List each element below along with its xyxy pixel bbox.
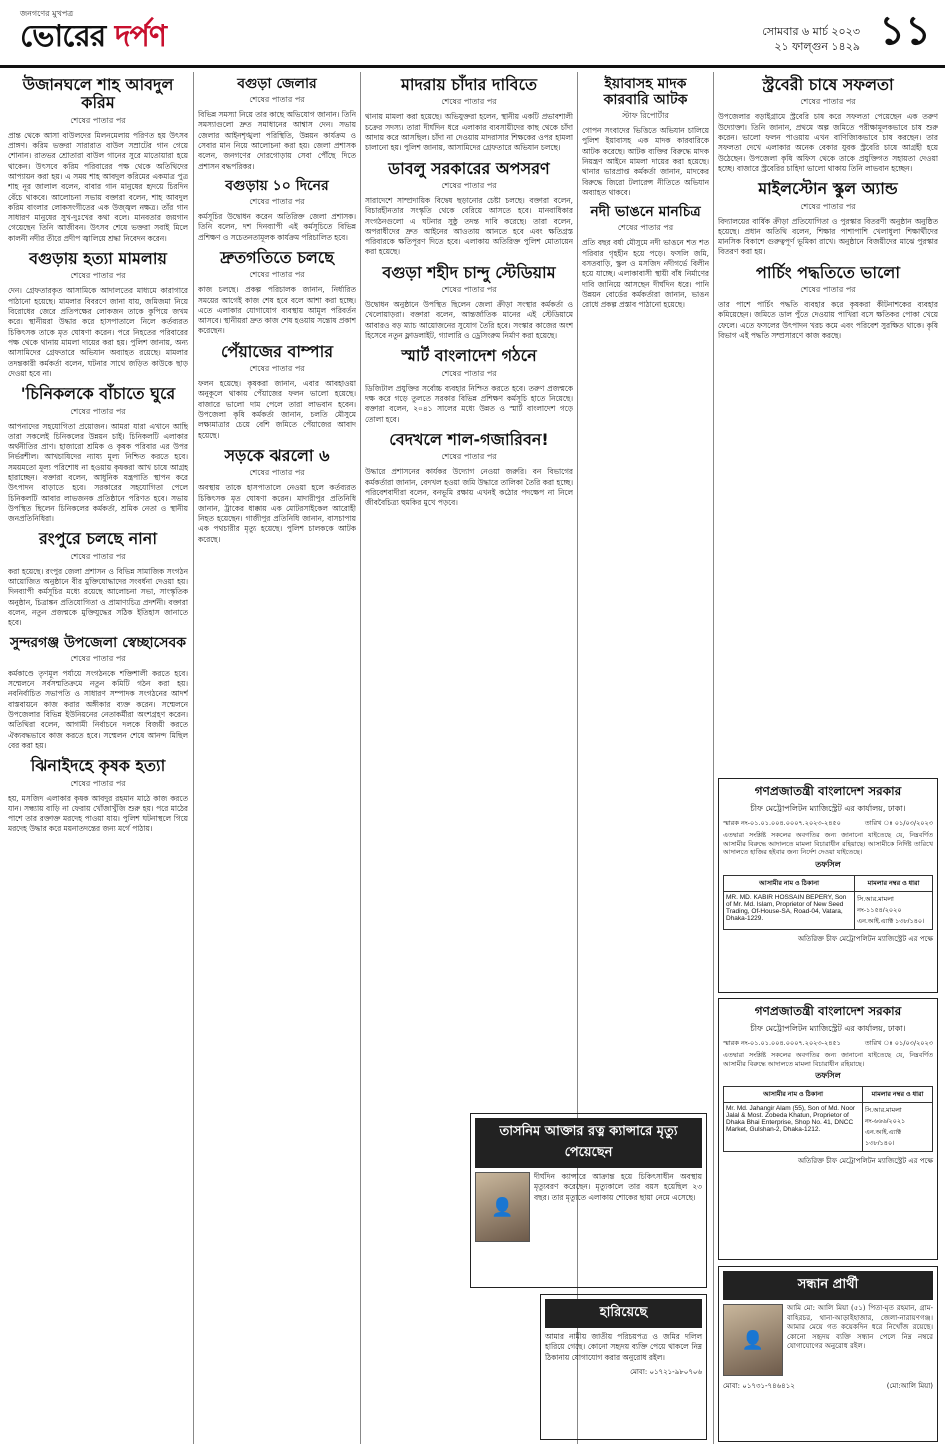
continuation-note: শেষের পাতার পর <box>441 368 497 378</box>
article <box>365 431 573 509</box>
page-number: ১১ <box>879 8 931 54</box>
article <box>365 76 573 154</box>
column-rule <box>713 72 714 1444</box>
headline[interactable]: সুন্দরগঞ্জ উপজেলা স্বেচ্ছাসেবক <box>9 634 187 651</box>
article <box>198 447 356 545</box>
court-notice-table <box>723 875 933 930</box>
headline[interactable]: ডাবলু সরকারের অপসরণ <box>388 158 550 178</box>
court-notice-1 <box>718 778 938 993</box>
court-notice-2 <box>718 998 938 1260</box>
article <box>8 757 188 835</box>
missing-person-title: সন্ধান প্রার্থী <box>723 1271 933 1300</box>
headline[interactable]: স্মার্ট বাংলাদেশ গঠনে <box>401 346 537 366</box>
article-body: সারাদেশে সাম্প্রদায়িক বিদ্বেষ ছড়ানোর চেষ্টা চলছে। বক্তারা বলেন, বিচারহীনতার সংস্কৃতি থেকে বেরিয়ে আসতে হবে। মানবাধিকার সংগঠনগুলো এ ঘটনার সুষ্ঠু তদন্ত দাবি করেছে। তারা বলেন, অপরাধীদের দ্রুত আইনের আওতায় আনতে হবে এবং ক্ষতিগ্রস্ত পরিবারকে ক্ষতিপূরণ দিতে হবে। এলাকায় অতিরিক্ত পুলিশ মোতায়েন করা হয়েছে। <box>365 195 573 257</box>
article-body: উদ্ধারে প্রশাসনের কার্যকর উদ্যোগ নেওয়া জরুরি। বন বিভাগের কর্মকর্তারা জানান, বেদখল হওয়া জমি উদ্ধারে তালিকা তৈরি করা হচ্ছে। পরিবেশবাদীরা বলেন, বনভূমি রক্ষায় এখনই কঠোর পদক্ষেপ না নিলে জীববৈচিত্র্য হুমকির মুখে পড়বে। <box>365 467 573 508</box>
continuation-note: শেষের পাতার পর <box>249 270 305 280</box>
court-notice-footer: অতিরিক্ত চীফ মেট্রোপলিটন ম্যাজিস্ট্রেট এর পক্ষে <box>797 1157 933 1165</box>
headline[interactable]: দ্রুতগতিতে চলছে <box>220 247 334 267</box>
court-notice-body: এতদ্বারা সংশ্লিষ্ট সকলের অবগতির জন্য জানানো যাইতেছে যে, নিম্নবর্ণিত আসামীর বিরুদ্ধে আদালতে মামলা বিচারাধীন রহিয়াছে। আসামীকে নির্দিষ্ট তারিখে আদালতে হাজির হইবার জন্য নির্দেশ দেওয়া যাইতেছে। <box>723 831 933 856</box>
column-2 <box>198 72 356 1444</box>
continuation-note: শেষের পাতার পর <box>800 201 856 211</box>
article <box>8 250 188 379</box>
article <box>8 635 188 751</box>
table-cell: সি.আর.মামলা নং-৬৬৬/২০২১ এন.আই.এ্যাক্ট ১৩৮/১৪০। <box>863 1103 933 1152</box>
court-notice-ref: স্মারক নং-০১.০১.০০৪.০০০৭.২০২৩-২৪৫১ <box>723 1039 841 1047</box>
missing-person-box <box>718 1266 938 1442</box>
newspaper-brand <box>20 8 166 53</box>
court-notice-table <box>723 1086 933 1152</box>
article-body: করা হয়েছে। রংপুর জেলা প্রশাসন ও বিভিন্ন সামাজিক সংগঠন আয়োজিত অনুষ্ঠানে বীর মুক্তিযোদ্ধাদের সংবর্ধনা দেওয়া হয়। দিনব্যাপী কর্মসূচির মধ্যে রয়েছে আলোচনা সভা, সাংস্কৃতিক অনুষ্ঠান, চিত্রাঙ্কন প্রতিযোগিতা ও প্রামাণ্যচিত্র প্রদর্শনী। বক্তারা বলেন, নতুন প্রজন্মকে মুক্তিযুদ্ধের সঠিক ইতিহাস জানাতে হবে। <box>8 566 188 628</box>
article <box>582 204 709 310</box>
headline[interactable]: পার্চিং পদ্ধতিতে ভালো <box>756 262 900 282</box>
article <box>718 264 938 342</box>
continuation-note: শেষের পাতার পর <box>441 285 497 295</box>
column-5 <box>718 72 938 772</box>
continuation-note: শেষের পাতার পর <box>70 406 126 416</box>
obituary-title: তাসনিম আক্তার রত্ন ক্যান্সারে মৃত্যু পেয়েছেন <box>475 1118 702 1168</box>
date-gregorian: সোমবার ৬ মার্চ ২০২৩ <box>762 25 860 38</box>
lost-notice-body: আমার নামীয় জাতীয় পরিচয়পত্র ও জমির দলিল হারিয়ে গেছে। কোনো সহৃদয় ব্যক্তি পেয়ে থাকলে নিম্ন ঠিকানায় যোগাযোগ করার অনুরোধ রইল। <box>545 1332 702 1362</box>
court-notice-date: তারিখ ঃ ০১/০৩/২০২৩ <box>864 1039 933 1047</box>
court-notice-subtitle: চীফ মেট্রোপলিটন ম্যাজিস্ট্রেট এর কার্যালয়, ঢাকা। <box>750 1024 906 1033</box>
continuation-note: শেষের পাতার পর <box>249 364 305 374</box>
brand-tagline: জনগণের মুখপত্র <box>20 9 74 18</box>
table-header: মামলার নম্বর ও ধারা <box>863 1087 933 1103</box>
court-notice-body: এতদ্বারা সংশ্লিষ্ট সকলের অবগতির জন্য জানানো যাইতেছে যে, নিম্নবর্ণিত আসামীর বিরুদ্ধে আদালতে মামলা বিচারাধীন রহিয়াছে। <box>723 1051 933 1068</box>
article-body: প্রতি বছর বর্ষা মৌসুমে নদী ভাঙনে শত শত পরিবার গৃহহীন হয়ে পড়ে। ফসলি জমি, বসতবাড়ি, স্কুল ও মসজিদ নদীগর্ভে বিলীন হয়ে যাচ্ছে। এলাকাবাসী স্থায়ী বাঁধ নির্মাণের দাবি জানিয়ে আসছেন দীর্ঘদিন ধরে। পানি উন্নয়ন বোর্ডের কর্মকর্তারা জানান, ভাঙন রোধে প্রকল্প প্রস্তাব পাঠানো হয়েছে। <box>582 238 709 310</box>
headline[interactable]: বগুড়ায় ১০ দিনের <box>225 177 329 194</box>
column-rule <box>193 72 194 1444</box>
article-body: কাজ চলছে। প্রকল্প পরিচালক জানান, নির্ধারিত সময়ের আগেই কাজ শেষ হবে বলে আশা করা হচ্ছে। এতে এলাকার যোগাযোগ ব্যবস্থায় আমূল পরিবর্তন আসবে। স্থানীয়রা দ্রুত কাজ শেষ হওয়ায় সন্তোষ প্রকাশ করেছেন। <box>198 285 356 336</box>
article <box>365 160 573 258</box>
court-notice-date: তারিখ ঃ ০১/০৩/২০২৩ <box>864 819 933 827</box>
headline[interactable]: ইয়াবাসহ মাদক কারবারি আটক <box>603 76 688 109</box>
headline[interactable]: মাদরায় চাঁদার দাবিতে <box>400 75 538 94</box>
continuation-note: শেষের পাতার পর <box>70 551 126 561</box>
continuation-note: শেষের পাতার পর <box>70 115 126 125</box>
article <box>365 264 573 342</box>
article-body: তার পাশে পার্চিং পদ্ধতি ব্যবহার করে কৃষকরা কীটনাশকের ব্যবহার কমিয়েছেন। জমিতে ডাল পুঁতে দেওয়ায় পাখিরা বসে ক্ষতিকর পোকা খেয়ে ফেলে। এতে ফসলের উৎপাদন খরচ কমে এবং পরিবেশ সুরক্ষিত থাকে। কৃষি বিভাগ এই পদ্ধতি সম্প্রসারণে কাজ করছে। <box>718 300 938 341</box>
headline[interactable]: স্ট্রবেরী চাষে সফলতা <box>762 75 894 94</box>
masthead <box>0 0 945 68</box>
article-body: দেন। গ্রেফতারকৃত আসামিকে আদালতের মাধ্যমে কারাগারে পাঠানো হয়েছে। মামলার বিবরণে জানা যায়, জমিজমা নিয়ে বিরোধের জেরে প্রতিপক্ষের লোকজন তাকে কুপিয়ে জখম করে। স্থানীয়রা উদ্ধার করে হাসপাতালে নিলে কর্তব্যরত চিকিৎসক তাকে মৃত ঘোষণা করেন। পরে নিহতের পরিবারের পক্ষ থেকে থানায় মামলা দায়ের করা হয়। পুলিশ জানায়, অন্য আসামিদের গ্রেফতারে অভিযান অব্যাহত রয়েছে। মামলার তদন্তকারী কর্মকর্তা বলেন, ঘটনার সাথে জড়িত কাউকে ছাড় দেওয়া হবে না। <box>8 286 188 378</box>
article-body: থানায় মামলা করা হয়েছে। অভিযুক্তরা হলেন, স্থানীয় একটি প্রভাবশালী চক্রের সদস্য। তারা দীর্ঘদিন ধরে এলাকার ব্যবসায়ীদের কাছ থেকে চাঁদা আদায় করে আসছিল। চাঁদা না দেওয়ায় মাদরাসার শিক্ষকের ওপর হামলা চালানো হয়। পুলিশ জানায়, আসামিদের গ্রেফতারে অভিযান চলছে। <box>365 112 573 153</box>
byline: স্টাফ রিপোর্টার <box>622 111 669 121</box>
continuation-note: শেষের পাতার পর <box>441 97 497 107</box>
headline[interactable]: 'চিনিকলকে বাঁচাতে ঘুরে <box>20 384 176 404</box>
name-part-1: ভোরের <box>20 19 115 54</box>
court-notice-subtitle: চীফ মেট্রোপলিটন ম্যাজিস্ট্রেট এর কার্যালয়, ঢাকা। <box>750 804 906 813</box>
headline[interactable]: ঝিনাইদহে কৃষক হত্যা <box>30 756 166 776</box>
article-body: হয়, মসজিদ এলাকার কৃষক আবদুর রহমান মাঠে কাজ করতে যান। সন্ধ্যায় বাড়ি না ফেরায় খোঁজাখুঁজি শুরু হয়। পরে মাঠের পাশে তার রক্তাক্ত মরদেহ পাওয়া যায়। পুলিশ ঘটনাস্থলে গিয়ে মরদেহ উদ্ধার করে ময়নাতদন্তের জন্য মর্গে পাঠায়। <box>8 793 188 834</box>
headline[interactable]: সড়কে ঝরলো ৬ <box>224 445 330 465</box>
issue-dates <box>762 24 860 54</box>
continuation-note: শেষের পাতার পর <box>249 468 305 478</box>
article-body: আপনাদের সহযোগিতা প্রয়োজন। আমরা যারা এখানে আছি তারা সকলেই চিনিকলের উন্নয়ন চাই। চিনিকলটি এলাকার অর্থনীতির প্রাণ। হাজারো শ্রমিক ও কৃষক পরিবার এর উপর নির্ভরশীল। আখচাষিদের ন্যায্য মূল্য নিশ্চিত করতে হবে। সময়মতো মূল্য পরিশোধ না হওয়ায় কৃষকরা আখ চাষে আগ্রহ হারাচ্ছেন। বক্তারা বলেন, আধুনিক যন্ত্রপাতি স্থাপন করে উৎপাদন বাড়াতে হবে। সরকারের সহযোগিতা পেলে চিনিকলটি আবার লাভজনক প্রতিষ্ঠানে পরিণত হবে। সভায় উপস্থিত ছিলেন চিনিকলের কর্মকর্তা, শ্রমিক নেতা ও স্থানীয় জনপ্রতিনিধিরা। <box>8 421 188 524</box>
newspaper-name <box>20 21 166 53</box>
article-body: উদ্বোধন অনুষ্ঠানে উপস্থিত ছিলেন জেলা ক্রীড়া সংস্থার কর্মকর্তা ও খেলোয়াড়রা। বক্তারা বলেন, আন্তর্জাতিক মানের এই স্টেডিয়ামে আবারও বড় ম্যাচ আয়োজনের সুযোগ তৈরি হবে। সংস্কার কাজের অংশ হিসেবে নতুন ফ্লাডলাইট, গ্যালারি ও ড্রেসিংরুম নির্মাণ করা হয়েছে। <box>365 300 573 341</box>
continuation-note: শেষের পাতার পর <box>70 778 126 788</box>
signature: (মো:আলি মিয়া) <box>886 1382 933 1390</box>
court-notice-footer: অতিরিক্ত চীফ মেট্রোপলিটন ম্যাজিস্ট্রেট এর পক্ষে <box>797 934 933 943</box>
continuation-note: শেষের পাতার পর <box>249 95 305 105</box>
contact-phone: মোবা: ০১৭৩১-৭৪৬৪১২ <box>723 1382 795 1390</box>
continuation-note: শেষের পাতার পর <box>70 653 126 663</box>
date-bengali: ২১ ফাল্গুন ১৪২৯ <box>774 40 860 53</box>
person-photo: 👤 <box>723 1304 783 1376</box>
headline[interactable]: বগুড়া জেলার <box>237 76 317 92</box>
name-part-2: দর্পণ <box>114 19 166 54</box>
court-notice-title: গণপ্রজাতন্ত্রী বাংলাদেশ সরকার <box>754 1004 902 1018</box>
continuation-note: শেষের পাতার পর <box>800 285 856 295</box>
article <box>582 76 709 198</box>
article-body: ডিজিটাল প্রযুক্তির সর্বোচ্চ ব্যবহার নিশ্চিত করতে হবে। তরুণ প্রজন্মকে দক্ষ করে গড়ে তুলতে সরকার বিভিন্ন প্রশিক্ষণ কর্মসূচি হাতে নিয়েছে। বক্তারা বলেন, ২০৪১ সালের মধ্যে উন্নত ও স্মার্ট বাংলাদেশ গড়ে তোলা হবে। <box>365 383 573 424</box>
obituary-body: দীর্ঘদিন ক্যান্সারে আক্রান্ত হয়ে চিকিৎসাধীন অবস্থায় মৃত্যুবরণ করেছেন। মৃত্যুকালে তার বয়স হয়েছিল ২৩ বছর। তার মৃত্যুতে এলাকায় শোকের ছায়া নেমে এসেছে। <box>534 1172 702 1202</box>
table-cell: MR. MD. KABIR HOSSAIN BEPERY, Son of Mr. Md. Islam, Proprietor of New Seed Trading, Of-House-SA, Road-04, Vatara, Dhaka-1229. <box>724 891 855 929</box>
table-header: মামলার নম্বর ও ধারা <box>855 875 933 891</box>
schedule-heading: তফসিল <box>815 1071 841 1080</box>
article <box>198 249 356 337</box>
headline[interactable]: উজানঘলে শাহ আবদুল করিম <box>22 75 174 113</box>
schedule-heading: তফসিল <box>815 859 841 869</box>
continuation-note: শেষের পাতার পর <box>249 196 305 206</box>
article <box>8 385 188 524</box>
article <box>8 530 188 628</box>
article <box>718 180 938 258</box>
headline[interactable]: রংপুরে চলছে নানা <box>39 529 157 549</box>
article-body: অবস্থায় তাকে হাসপাতালে নেওয়া হলে কর্তব্যরত চিকিৎসক মৃত ঘোষণা করেন। মাদারীপুর প্রতিনিধি জানান, ট্রাকের ধাক্কায় এক মোটরসাইকেল আরোহী নিহত হয়েছেন। গাজীপুর প্রতিনিধি জানান, বাসচাপায় এক পথচারীর মৃত্যু হয়েছে। পুলিশ চালককে আটক করেছে। <box>198 483 356 544</box>
article <box>198 343 356 441</box>
headline[interactable]: মাইলস্টোন স্কুল অ্যান্ড <box>758 179 898 199</box>
table-header: আসামীর নাম ও ঠিকানা <box>724 1087 863 1103</box>
article <box>198 76 356 172</box>
missing-person-body: আমি মো: আলি মিয়া (৫১) পিতা-মৃত রহমান, গ্রাম-বাহিরচর, থানা-আড়াইহাজার, জেলা-নারায়ণগঞ্জ। আমার মেয়ে গত কয়েকদিন ধরে নিখোঁজ রয়েছে। কোনো সহৃদয় ব্যক্তি সন্ধান পেলে নিম্ন নম্বরে যোগাযোগের অনুরোধ রইল। <box>787 1304 933 1350</box>
court-notice-title: গণপ্রজাতন্ত্রী বাংলাদেশ সরকার <box>754 784 902 798</box>
court-notice-ref: স্মারক নং-০১.০১.০০৪.০০০৭.২০২৩-২৪৫০ <box>723 819 841 827</box>
article-body: বিদ্যালয়ের বার্ষিক ক্রীড়া প্রতিযোগিতা ও পুরস্কার বিতরণী অনুষ্ঠান অনুষ্ঠিত হয়েছে। প্রধান অতিথি বলেন, শিক্ষার পাশাপাশি খেলাধুলা শিক্ষার্থীদের মানসিক বিকাশে গুরুত্বপূর্ণ ভূমিকা রাখে। অনুষ্ঠানে বিজয়ীদের মাঝে পুরস্কার বিতরণ করা হয়। <box>718 216 938 257</box>
table-cell: Mr. Md. Jahangir Alam (55), Son of Md. Noor Jalal & Most. Zobeda Khatun, Proprietor of Dhaka Bhai Enterprise, Shop No. 41, DNCC Market, Gulshan-2, Dhaka-1212. <box>724 1103 863 1152</box>
article-body: কর্মসূচির উদ্বোধন করেন অতিরিক্ত জেলা প্রশাসক। তিনি বলেন, দশ দিনব্যাপী এই কর্মসূচিতে বিভিন্ন প্রশিক্ষণ ও সচেতনতামূলক কার্যক্রম পরিচালিত হবে। <box>198 211 356 242</box>
headline[interactable]: পেঁয়াজের বাম্পার <box>220 341 334 361</box>
lost-notice-box <box>540 1294 707 1440</box>
article-body: কর্মকাণ্ডে তৃণমূল পর্যায়ে সংগঠনকে শক্তিশালী করতে হবে। সম্মেলনে সর্বসম্মতিক্রমে নতুন কমিটি গঠন করা হয়। নবনির্বাচিত সভাপতি ও সাধারণ সম্পাদক সংগঠনের আদর্শ বাস্তবায়নে কাজ করার অঙ্গীকার ব্যক্ত করেন। সম্মেলনে উপজেলার বিভিন্ন ইউনিয়নের নেতাকর্মীরা অংশগ্রহণ করেন। অতিথিরা বলেন, আগামী নির্বাচনে দলকে বিজয়ী করতে ঐক্যবদ্ধভাবে কাজ করতে হবে। সম্মেলন শেষে আনন্দ মিছিল বের করা হয়। <box>8 668 188 750</box>
continuation-note: শেষের পাতার পর <box>800 97 856 107</box>
article-body: প্রান্ত থেকে আসা বাউলদের মিলনমেলায় পরিণত হয় উৎসব প্রাঙ্গণ। করিম ভক্তরা সারারাত বাউল সম্রাটের গান গেয়ে শোনান। রাতভর শ্রোতারা বাউল গানের সুরে মাতোয়ারা হয়ে থাকেন। উৎসবে করিম পরিবারের পক্ষ থেকে অতিথিদের আপ্যায়ন করা হয়। এ সময় শাহ আবদুল করিমের একমাত্র পুত্র শাহ নূর জালাল বলেন, বাবার গান মানুষের হৃদয়ে চিরদিন বেঁচে থাকবে। আলোচনা সভায় বক্তারা বলেন, শাহ আবদুল করিম বাংলার লোকসংগীতের এক উজ্জ্বল নক্ষত্র। তাঁর গান সাধারণ মানুষের সুখ-দুঃখের কথা বলে। মানবতার জয়গান গেয়েছেন তিনি আজীবন। উৎসব শেষে ভক্তরা সবাই মিলে কালনী নদীর তীরে প্রদীপ জ্বালিয়ে শ্রদ্ধা নিবেদন করেন। <box>8 130 188 243</box>
article-body: গোপন সংবাদের ভিত্তিতে অভিযান চালিয়ে পুলিশ ইয়াবাসহ এক মাদক কারবারিকে আটক করেছে। আটক ব্যক্তির বিরুদ্ধে মাদক নিয়ন্ত্রণ আইনে মামলা দায়ের করা হয়েছে। থানার ভারপ্রাপ্ত কর্মকর্তা জানান, মাদকের বিরুদ্ধে জিরো টলারেন্স নীতিতে অভিযান অব্যাহত থাকবে। <box>582 126 709 197</box>
article-body: উপজেলার বড়াইগ্রামে স্ট্রবেরি চাষ করে সফলতা পেয়েছেন এক তরুণ উদ্যোক্তা। তিনি জানান, প্রথমে অল্প জমিতে পরীক্ষামূলকভাবে চাষ শুরু করেন। ভালো ফলন পাওয়ায় এখন বাণিজ্যিকভাবে চাষ করছেন। তার সফলতা দেখে এলাকার অনেক বেকার যুবক স্ট্রবেরি চাষে আগ্রহী হয়ে উঠেছেন। উপজেলা কৃষি অফিস থেকে তাকে প্রযুক্তিগত সহায়তা দেওয়া হচ্ছে। বাজারে স্ট্রবেরির চাহিদা ভালো থাকায় তিনি লাভবান হচ্ছেন। <box>718 112 938 173</box>
table-cell: সি.আর.মামলা নং-১১৫৪/২০২০ এন.আই.এ্যাক্ট ১৩৮/১৪০। <box>855 891 933 929</box>
article <box>8 76 188 244</box>
article <box>365 347 573 425</box>
headline[interactable]: নদী ভাঙনে মানচিত্র <box>590 204 701 221</box>
continuation-note: শেষের পাতার পর <box>441 452 497 462</box>
article-body: ফলন হয়েছে। কৃষকরা জানান, এবার আবহাওয়া অনুকূলে থাকায় পেঁয়াজের ফলন ভালো হয়েছে। বাজারে ভালো দাম পেলে তারা লাভবান হবেন। উপজেলা কৃষি কর্মকর্তা জানান, চলতি মৌসুমে লক্ষ্যমাত্রার চেয়ে বেশি জমিতে পেঁয়াজের আবাদ হয়েছে। <box>198 379 356 440</box>
lost-notice-title: হারিয়েছে <box>545 1299 702 1328</box>
article <box>718 76 938 174</box>
continuation-note: শেষের পাতার পর <box>617 223 674 233</box>
obituary-box <box>470 1113 707 1288</box>
column-1 <box>8 72 188 1444</box>
lost-notice-phone: মোবা: ০১৭২১-৯৮০৭০৬ <box>630 1367 702 1376</box>
person-photo: 👤 <box>475 1172 530 1242</box>
article <box>198 178 356 243</box>
headline[interactable]: বেদখলে শাল-গজারিবন! <box>389 429 549 449</box>
table-header: আসামীর নাম ও ঠিকানা <box>724 875 855 891</box>
headline[interactable]: বগুড়া শহীদ চান্দু স্টেডিয়াম <box>382 262 556 282</box>
article-body: বিভিন্ন সমস্যা নিয়ে তার কাছে অভিযোগ জানান। তিনি সমস্যাগুলো দ্রুত সমাধানের আশ্বাস দেন। সভায় জেলার আইনশৃঙ্খলা পরিস্থিতি, উন্নয়ন কার্যক্রম ও সেবার মান নিয়ে আলোচনা করা হয়। জেলা প্রশাসক বলেন, জনগণের দোরগোড়ায় সেবা পৌঁছে দিতে প্রশাসন বদ্ধপরিকর। <box>198 110 356 171</box>
headline[interactable]: বগুড়ায় হত্যা মামলায় <box>29 249 167 269</box>
continuation-note: শেষের পাতার পর <box>441 180 497 190</box>
continuation-note: শেষের পাতার পর <box>70 271 126 281</box>
column-rule <box>360 72 361 1444</box>
